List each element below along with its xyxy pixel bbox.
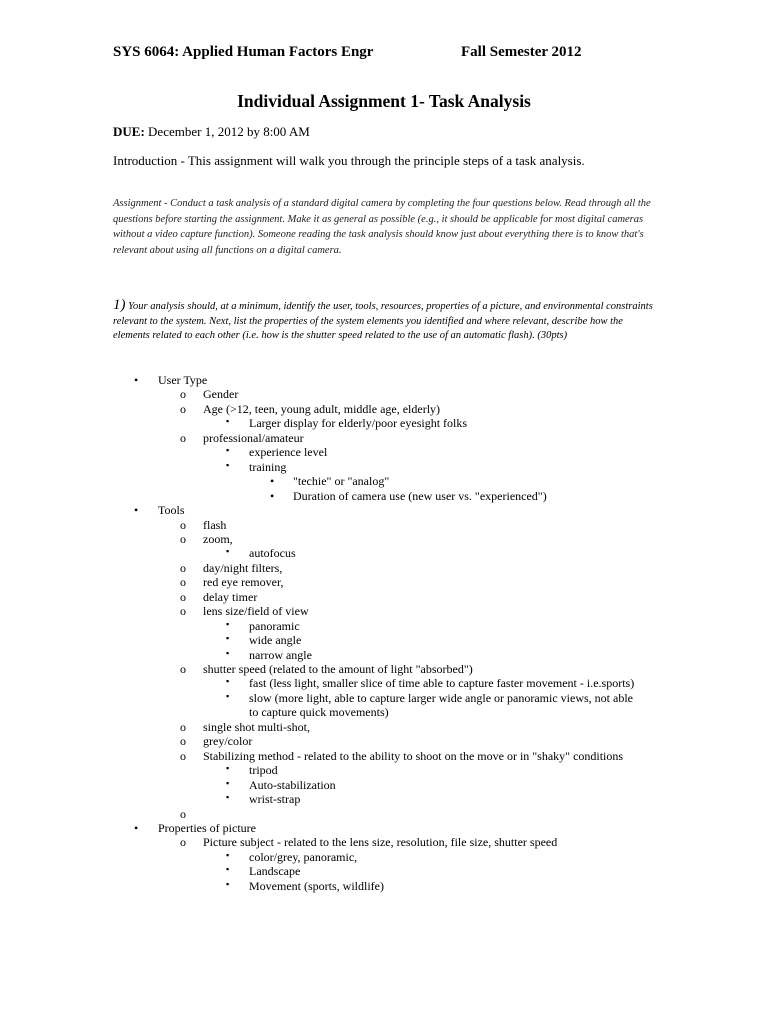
list-bullet: • — [270, 474, 275, 489]
list-item-text: wide angle — [249, 633, 302, 648]
list-bullet: ▪ — [226, 633, 230, 644]
list-item-text: tripod — [249, 763, 278, 778]
list-bullet: • — [134, 373, 139, 387]
list-bullet: o — [180, 604, 186, 619]
list-bullet: ▪ — [226, 416, 230, 427]
list-item-text: narrow angle — [249, 647, 312, 662]
due-label: DUE: — [113, 124, 145, 139]
list-bullet: ▪ — [226, 647, 230, 658]
due-line — [113, 124, 310, 140]
list-item-text: autofocus — [249, 546, 296, 561]
list-item-text: single shot multi-shot, — [203, 719, 311, 734]
list-item-text: Duration of camera use (new user vs. "experienced") — [293, 488, 547, 503]
list-item-text: Larger display for elderly/poor eyesight folks — [249, 416, 468, 431]
list-item-text: fast (less light, smaller slice of time able to capture faster movement - i.e.sports) — [249, 676, 635, 691]
list-item-text: to capture quick movements) — [249, 705, 389, 720]
list-item-text: zoom, — [203, 531, 233, 546]
list-item-text: Tools — [158, 503, 185, 518]
list-bullet: o — [180, 560, 186, 575]
list-bullet: • — [134, 503, 139, 518]
semester-header: Fall Semester 2012 — [461, 44, 582, 60]
due-date: December 1, 2012 by 8:00 AM — [144, 124, 310, 139]
list-item-text: Movement (sports, wildlife) — [249, 878, 384, 893]
assignment-title: Individual Assignment 1- Task Analysis — [237, 91, 531, 111]
list-item-text: training — [249, 459, 287, 474]
list-bullet: o — [180, 719, 186, 734]
list-item-text: Picture subject - related to the lens size, resolution, file size, shutter speed — [203, 835, 558, 850]
question-number: 1) — [113, 297, 126, 313]
list-bullet: ▪ — [226, 690, 230, 701]
list-item-text: experience level — [249, 445, 328, 460]
list-item-text: professional/amateur — [203, 430, 304, 445]
list-bullet: ▪ — [226, 459, 230, 470]
list-bullet: o — [180, 835, 186, 850]
list-bullet: o — [180, 806, 186, 821]
list-bullet: ▪ — [226, 546, 230, 557]
list-bullet: o — [180, 575, 186, 590]
list-item-text: User Type — [158, 373, 208, 387]
list-item-text: Age (>12, teen, young adult, middle age, elderly) — [203, 401, 441, 416]
list-item-text: "techie" or "analog" — [293, 474, 390, 489]
list-item-text: Auto-stabilization — [249, 777, 336, 792]
list-bullet: o — [180, 401, 186, 416]
list-bullet: ▪ — [226, 777, 230, 788]
list-bullet: o — [180, 589, 186, 604]
list-bullet: ▪ — [226, 676, 230, 687]
introduction-paragraph: Introduction - This assignment will walk you through the principle steps of a task analysis. — [113, 153, 585, 168]
list-item-text: panoramic — [249, 618, 300, 633]
list-bullet: ▪ — [226, 878, 230, 889]
list-item-text: delay timer — [203, 589, 258, 604]
list-bullet: o — [180, 662, 186, 676]
list-item-text: Landscape — [249, 864, 301, 879]
list-bullet: o — [180, 734, 186, 749]
list-bullet: o — [180, 748, 186, 763]
list-bullet: ▪ — [226, 445, 230, 456]
list-bullet: ▪ — [226, 864, 230, 875]
list-bullet: o — [180, 531, 186, 546]
list-item-text: lens size/field of view — [203, 604, 309, 619]
list-item-text: wrist-strap — [249, 792, 301, 807]
list-bullet: ▪ — [226, 618, 230, 629]
list-item-text: Stabilizing method - related to the ability to shoot on the move or in "shaky" conditions — [203, 748, 624, 763]
list-item-text: shutter speed (related to the amount of light "absorbed") — [203, 662, 473, 676]
question-1 — [113, 298, 658, 344]
list-bullet: o — [180, 517, 186, 532]
course-header: SYS 6064: Applied Human Factors Engr — [113, 44, 374, 60]
list-bullet: o — [180, 387, 186, 402]
list-item-text: grey/color — [203, 734, 253, 749]
list-item-text: color/grey, panoramic, — [249, 849, 358, 864]
list-bullet: ▪ — [226, 792, 230, 803]
list-item-text: slow (more light, able to capture larger wide angle or panoramic views, not able — [249, 690, 633, 705]
assignment-paragraph: Assignment - Conduct a task analysis of a standard digital camera by completing the four questions below. Read through all the questions before starting the assignment. Make it as general as possible (e.g., it should be applicable for most digital cameras without a video capture function). Someone reading the task analysis should know just about everything there is to know that's relevant about using all functions on a digital camera. — [113, 198, 651, 256]
list-item-text: red eye remover, — [203, 575, 284, 590]
list-bullet: ▪ — [226, 763, 230, 774]
list-bullet: o — [180, 430, 186, 445]
list-item-text: Properties of picture — [158, 820, 256, 835]
list-item-text: day/night filters, — [203, 560, 283, 575]
list-item-text: flash — [203, 517, 227, 532]
question-text: Your analysis should, at a minimum, identify the user, tools, resources, properties of a picture, and environmental constraints relevant to the system. Next, list the properties of the system elements you identified and where relevant, describe how the elements related to each other (i.e. how is the shutter speed related to the use of an automatic flash). (30pts) — [113, 301, 653, 341]
list-bullet: • — [270, 488, 275, 503]
list-bullet: ▪ — [226, 849, 230, 860]
list-item-text: Gender — [203, 387, 239, 402]
list-bullet: • — [134, 820, 139, 835]
